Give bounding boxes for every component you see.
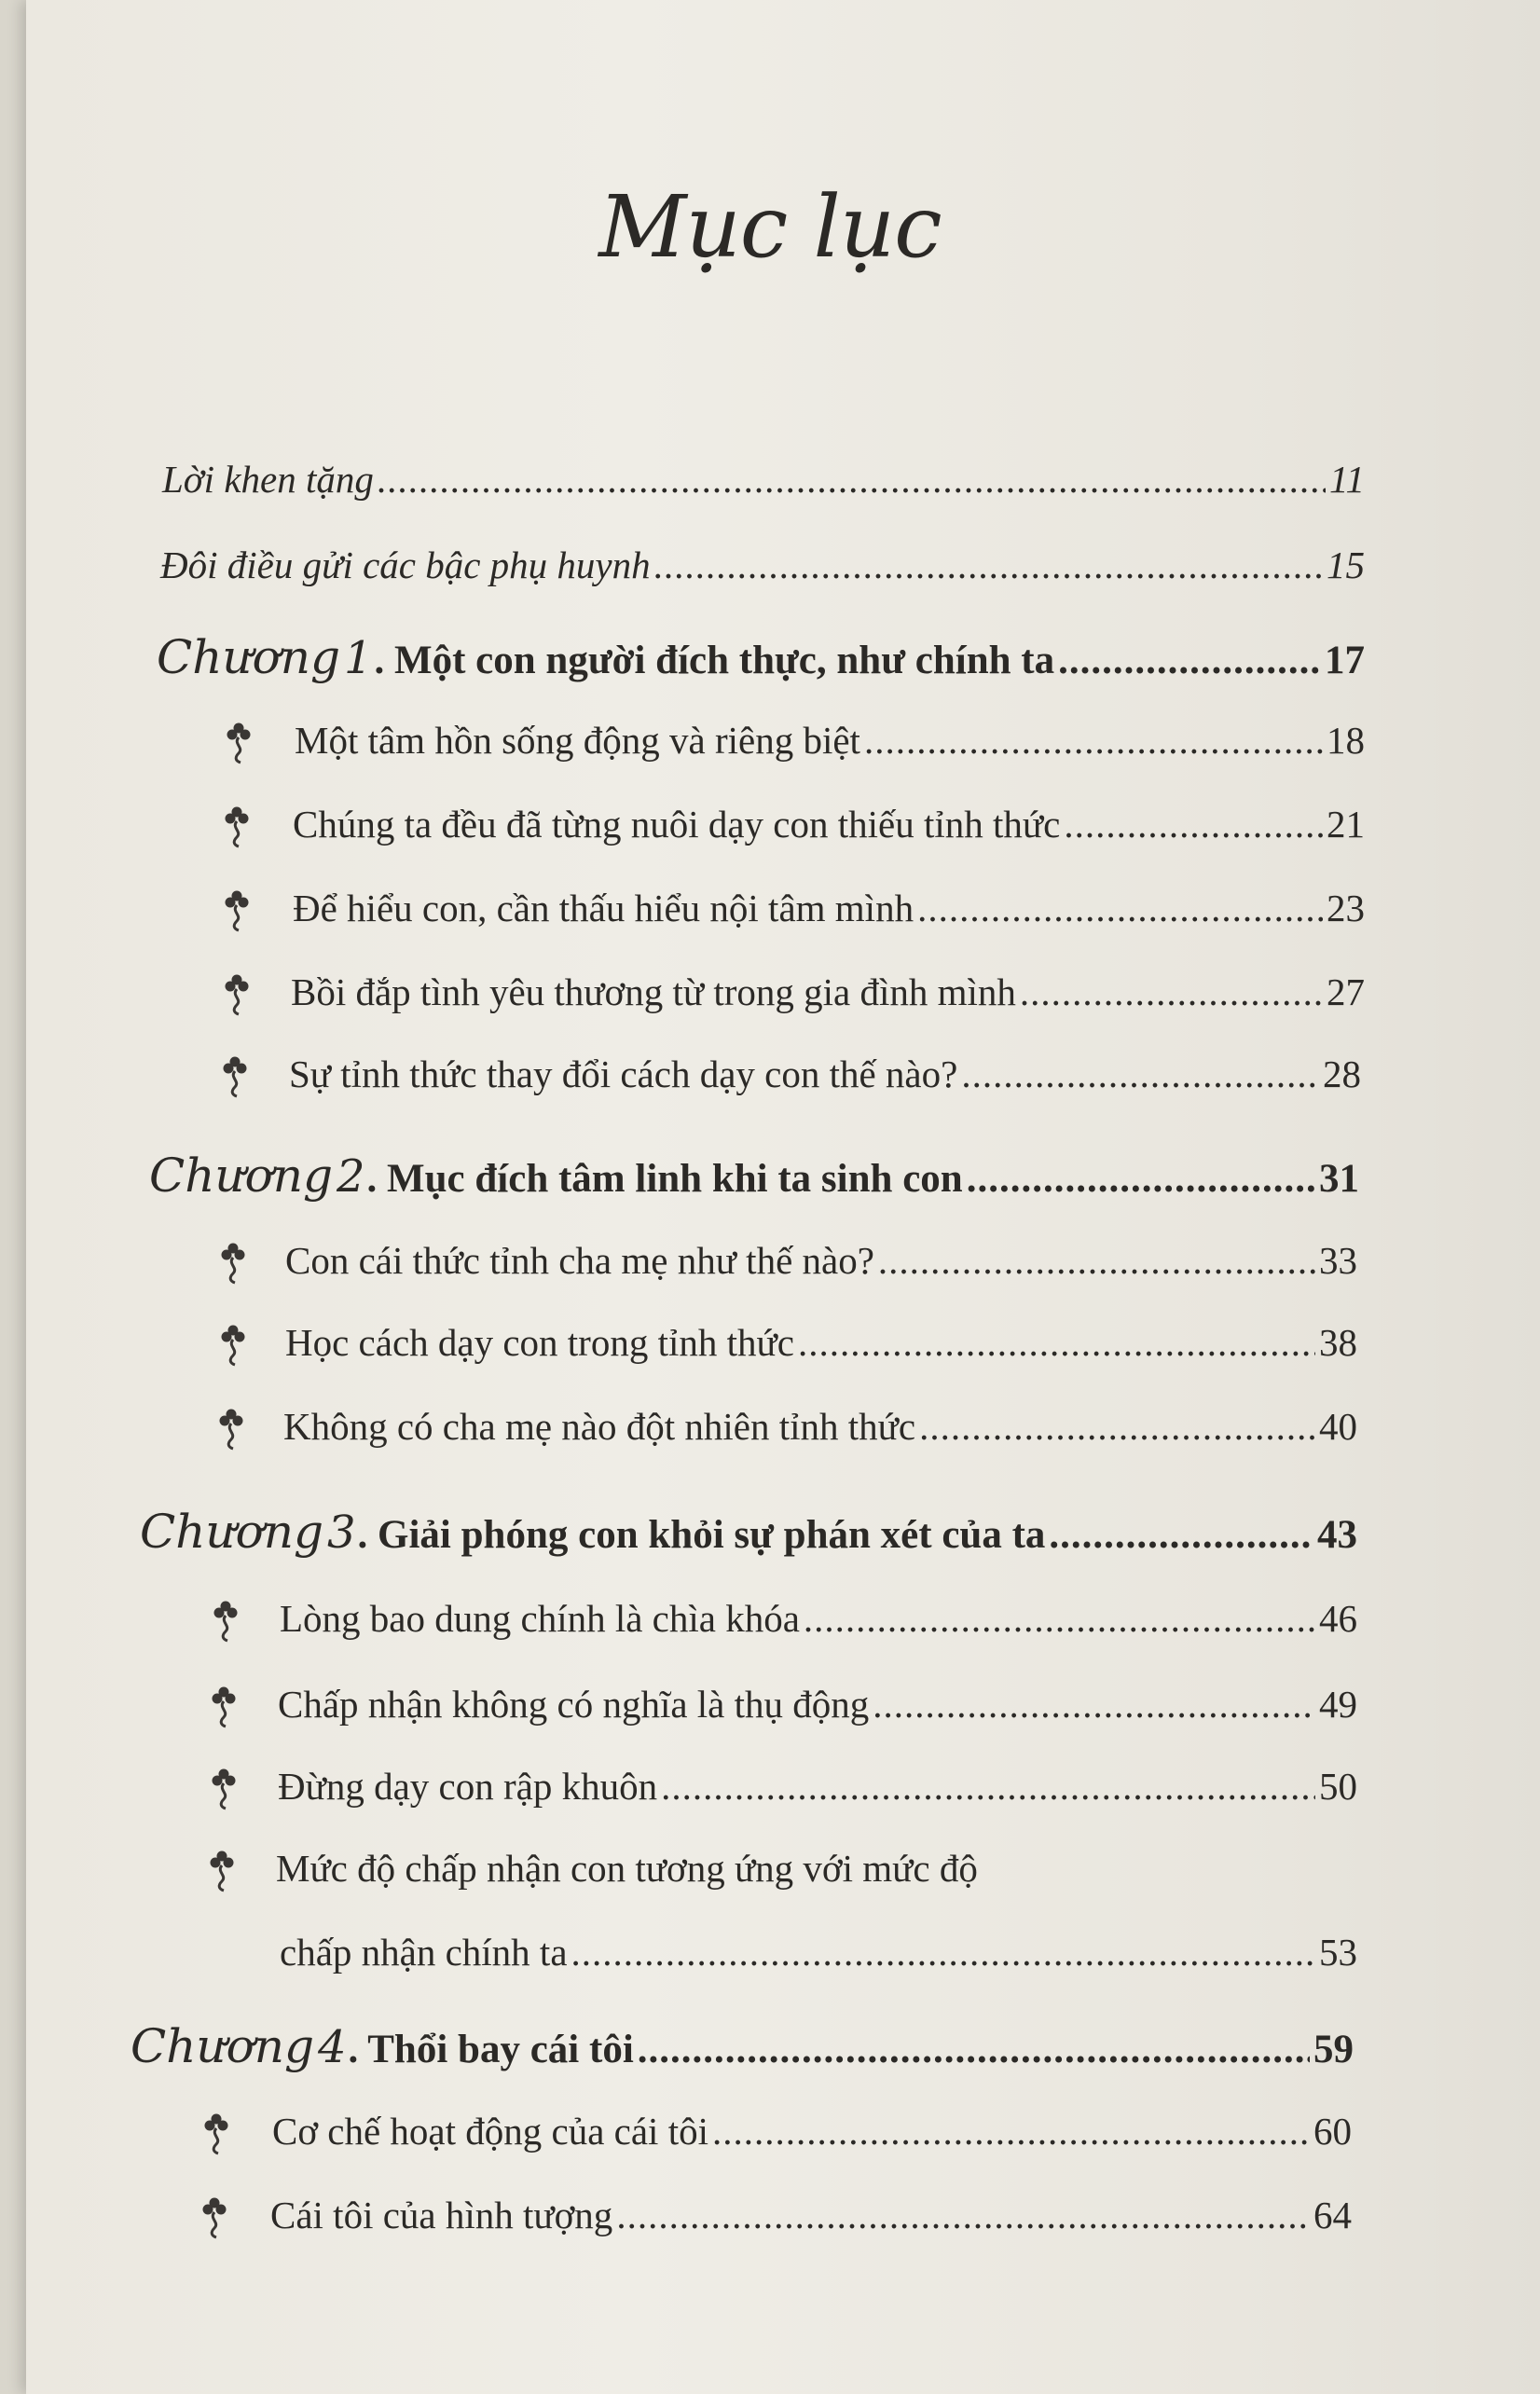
- leader-dots: [616, 2193, 1310, 2237]
- entry-label: Không có cha mẹ nào đột nhiên tỉnh thức: [283, 1405, 916, 1448]
- leader-dots: [712, 2109, 1310, 2153]
- chapter-title: . Mục đích tâm linh khi ta sinh con: [366, 1157, 963, 1201]
- chapter-number: 3: [326, 1507, 356, 1559]
- ornament-icon: [207, 1685, 241, 1730]
- leader-dots: [638, 2027, 1310, 2072]
- leader-dots: [917, 886, 1323, 930]
- page-number: 40: [1319, 1405, 1357, 1448]
- leader-dots: [967, 1156, 1315, 1202]
- leader-dots: [864, 718, 1323, 763]
- ornament-icon: [220, 973, 254, 1018]
- chapter-word: Chương: [131, 2019, 314, 2073]
- toc-entry: [280, 1596, 1357, 1641]
- entry-label: Cái tôi của hình tượng: [270, 2194, 613, 2236]
- entry-label: Chấp nhận không có nghĩa là thụ động: [278, 1683, 870, 1726]
- ornament-icon: [216, 1324, 250, 1369]
- toc-title: Mục lục: [598, 177, 942, 277]
- page-number: 11: [1329, 458, 1365, 501]
- toc-entry: [160, 543, 1365, 587]
- chapter-number: 1: [343, 632, 373, 684]
- ornament-icon: [209, 1600, 242, 1644]
- ornament-icon: [218, 1055, 252, 1100]
- leader-dots: [961, 1052, 1319, 1096]
- toc-entry: [293, 886, 1365, 930]
- page-number: 46: [1319, 1597, 1357, 1640]
- chapter-number: 2: [336, 1150, 365, 1203]
- toc-entry: [293, 802, 1365, 846]
- entry-label: Cơ chế hoạt động của cái tôi: [272, 2110, 708, 2153]
- toc-entry: [285, 1320, 1357, 1365]
- leader-dots: [571, 1930, 1315, 1974]
- entry-label: Một tâm hồn sống động và riêng biệt: [295, 719, 860, 762]
- entry-label: Để hiểu con, cần thấu hiểu nội tâm mình: [293, 887, 914, 929]
- page-number: 38: [1319, 1321, 1357, 1364]
- ornament-icon: [222, 722, 255, 766]
- chapter-title: . Một con người đích thực, như chính ta: [374, 639, 1055, 682]
- entry-label: Bồi đắp tình yêu thương từ trong gia đình mình: [291, 970, 1016, 1013]
- leader-dots: [661, 1764, 1315, 1809]
- leader-dots: [1049, 1512, 1313, 1558]
- toc-entry: [278, 1682, 1357, 1727]
- leader-dots: [378, 457, 1326, 502]
- page-number: 53: [1319, 1931, 1357, 1974]
- ornament-icon: [214, 1408, 248, 1452]
- toc-entry: [162, 457, 1365, 502]
- page-number: 28: [1323, 1053, 1361, 1095]
- toc-entry: [283, 1404, 1357, 1449]
- entry-label-continued: chấp nhận chính ta: [280, 1931, 568, 1974]
- page-number: 59: [1313, 2028, 1354, 2071]
- toc-entry: [291, 970, 1365, 1014]
- page-number: 21: [1327, 803, 1365, 846]
- entry-label: Học cách dạy con trong tỉnh thức: [285, 1321, 794, 1364]
- chapter-word: Chương: [140, 1505, 323, 1559]
- entry-label: Chúng ta đều đã từng nuôi dạy con thiếu tỉnh thức: [293, 803, 1061, 846]
- chapter-number: 4: [317, 2021, 347, 2073]
- entry-label: Mức độ chấp nhận con tương ứng với mức độ: [276, 1847, 978, 1890]
- ornament-icon: [207, 1768, 241, 1812]
- toc-entry: [285, 1238, 1357, 1283]
- toc-entry: [278, 1764, 1357, 1809]
- page-number: 64: [1313, 2194, 1352, 2236]
- leader-dots: [1064, 802, 1323, 846]
- page-number: 17: [1325, 639, 1365, 682]
- ornament-icon: [205, 1850, 239, 1894]
- page-number: 31: [1319, 1157, 1359, 1201]
- chapter-title: . Thổi bay cái tôi: [348, 2028, 634, 2071]
- leader-dots: [919, 1404, 1315, 1449]
- leader-dots: [1058, 638, 1321, 683]
- leader-dots: [1020, 970, 1323, 1014]
- entry-label: Đôi điều gửi các bậc phụ huynh: [160, 543, 651, 586]
- chapter-word: Chương: [149, 1149, 333, 1203]
- leader-dots: [798, 1320, 1315, 1365]
- page-number: 43: [1317, 1513, 1357, 1557]
- page-number: 60: [1313, 2110, 1352, 2153]
- page-number: 50: [1319, 1765, 1357, 1808]
- chapter-heading: [140, 1505, 1357, 1559]
- page-number: 27: [1327, 970, 1365, 1013]
- chapter-title: . Giải phóng con khỏi sự phán xét của ta: [357, 1513, 1046, 1557]
- ornament-icon: [198, 2196, 231, 2241]
- toc-entry: [289, 1052, 1361, 1096]
- leader-dots: [654, 543, 1323, 587]
- ornament-icon: [220, 889, 254, 934]
- page-number: 18: [1327, 719, 1365, 762]
- entry-label: Con cái thức tỉnh cha mẹ như thế nào?: [285, 1239, 874, 1282]
- entry-label: Lời khen tặng: [162, 458, 374, 501]
- chapter-heading: [157, 630, 1365, 684]
- ornament-icon: [199, 2112, 233, 2157]
- entry-label: Sự tỉnh thức thay đổi cách dạy con thế nào?: [289, 1053, 958, 1095]
- toc-entry: [295, 718, 1365, 763]
- page-number: 23: [1327, 887, 1365, 929]
- page-number: 15: [1327, 543, 1365, 586]
- entry-label: Đừng dạy con rập khuôn: [278, 1765, 658, 1808]
- page-number: 33: [1319, 1239, 1357, 1282]
- leader-dots: [873, 1682, 1315, 1727]
- entry-label: Lòng bao dung chính là chìa khóa: [280, 1597, 800, 1640]
- chapter-heading: [149, 1149, 1359, 1203]
- leader-dots: [878, 1238, 1315, 1283]
- page-number: 49: [1319, 1683, 1357, 1726]
- ornament-icon: [220, 805, 254, 850]
- chapter-heading: [131, 2019, 1354, 2073]
- toc-entry: [270, 2193, 1352, 2237]
- chapter-word: Chương: [157, 630, 340, 684]
- leader-dots: [804, 1596, 1315, 1641]
- toc-entry: [272, 2109, 1352, 2153]
- toc-entry: [280, 1930, 1357, 1974]
- ornament-icon: [216, 1242, 250, 1286]
